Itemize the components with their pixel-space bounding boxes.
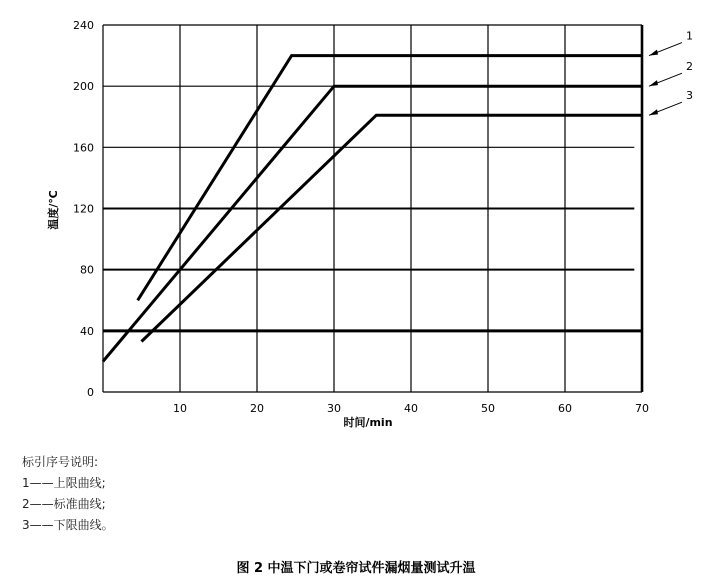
x-axis-title: 时间/min bbox=[343, 416, 393, 429]
series-line-2 bbox=[103, 86, 642, 361]
legend-note-1: 1——上限曲线; bbox=[22, 476, 106, 490]
curve-callouts bbox=[649, 30, 693, 116]
callout-arrowhead-1 bbox=[649, 50, 658, 56]
tick-labels bbox=[73, 19, 649, 415]
y-tick-label-80: 80 bbox=[80, 263, 94, 277]
x-tick-label-40: 40 bbox=[404, 402, 418, 415]
y-tick-label-0: 0 bbox=[87, 386, 94, 399]
x-tick-label-50: 50 bbox=[481, 402, 495, 415]
legend-notes-title: 标引序号说明: bbox=[22, 455, 99, 469]
y-tick-label-200: 200 bbox=[73, 80, 94, 94]
y-tick-label-240: 240 bbox=[73, 19, 94, 32]
chart-grid bbox=[103, 25, 642, 392]
callout-label-1: 1 bbox=[686, 29, 693, 43]
callout-arrowhead-2 bbox=[649, 80, 658, 86]
legend-notes bbox=[22, 452, 114, 536]
callout-label-2: 2 bbox=[686, 60, 693, 74]
legend-note-3: 3——下限曲线。 bbox=[22, 518, 114, 532]
x-tick-label-10: 10 bbox=[173, 402, 187, 415]
x-tick-label-70: 70 bbox=[635, 402, 649, 415]
y-tick-label-40: 40 bbox=[80, 324, 94, 338]
legend-note-2: 2——标准曲线; bbox=[22, 497, 106, 511]
y-tick-label-120: 120 bbox=[73, 202, 94, 216]
x-tick-label-20: 20 bbox=[250, 402, 264, 415]
figure-caption: 图 2 中温下门或卷帘试件漏烟量测试升温 bbox=[236, 561, 476, 576]
callout-arrowhead-3 bbox=[649, 109, 658, 115]
y-tick-label-160: 160 bbox=[73, 141, 94, 155]
y-axis-title: 温度/℃ bbox=[47, 190, 60, 230]
callout-label-3: 3 bbox=[686, 89, 693, 103]
x-tick-label-30: 30 bbox=[327, 402, 341, 415]
x-tick-label-60: 60 bbox=[558, 402, 572, 415]
series-line-1 bbox=[138, 56, 642, 301]
